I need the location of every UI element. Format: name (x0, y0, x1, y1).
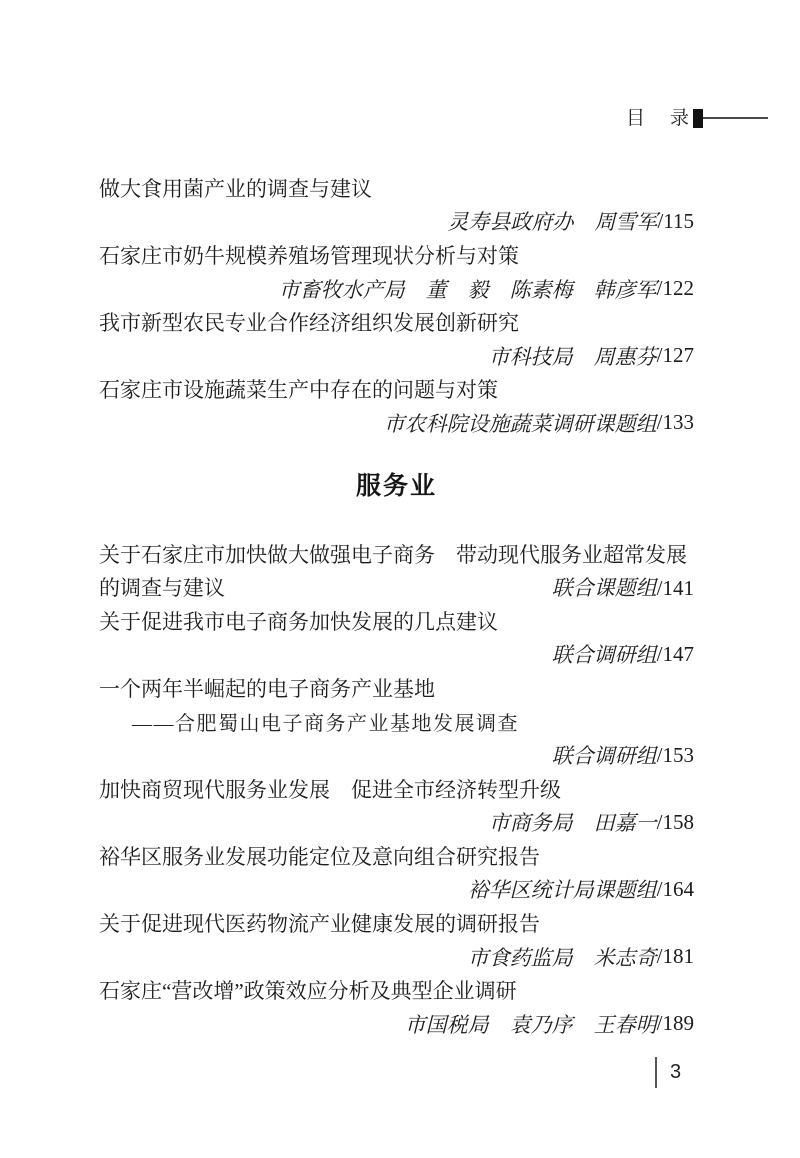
toc-entry-title (99, 238, 694, 272)
entry-title-text: 关于促进我市电子商务加快发展的几点建议 (99, 609, 498, 634)
running-head-title: 目 录 (626, 108, 693, 129)
entry-page-ref: /122 (656, 276, 694, 301)
entry-page-ref: /141 (656, 576, 694, 601)
entry-page-ref: /115 (657, 208, 694, 233)
folio-rule (655, 1057, 657, 1088)
entry-title-text: 裕华区服务业发展功能定位及意向组合研究报告 (99, 844, 540, 869)
entry-title-text: 我市新型农民专业合作经济组织发展创新研究 (99, 311, 519, 336)
entry-author-text: 灵寿县政府办 周雪军 (447, 210, 658, 235)
entry-title-text: 做大食用菌产业的调查与建议 (99, 176, 372, 201)
entry-title-text: 的调查与建议 (99, 576, 225, 601)
toc-entry-author (99, 940, 694, 974)
entry-page-ref: /164 (656, 876, 694, 901)
toc-entry-title (99, 373, 694, 407)
section-spacer (99, 501, 694, 537)
toc-entry-title (99, 839, 694, 873)
toc-entry-title (99, 305, 694, 339)
entry-page-ref: /181 (656, 944, 694, 969)
toc-entry-author (99, 339, 694, 373)
entry-page-ref: /158 (656, 809, 694, 834)
toc-entry-author (99, 205, 694, 239)
entry-page-ref: /127 (656, 343, 694, 368)
entry-title-text: 关于石家庄市加快做大做强电子商务 带动现代服务业超常发展 (99, 542, 687, 567)
entry-author-text: 联合调研组 (551, 744, 657, 769)
entry-title-text: 石家庄市奶牛规模养殖场管理现状分析与对策 (99, 243, 519, 268)
toc-entry-title (99, 906, 694, 940)
toc-entry-title (99, 671, 694, 705)
toc-entry-title (99, 537, 694, 571)
entry-author-text: 联合课题组 (551, 576, 657, 601)
entry-title-text: 加快商贸现代服务业发展 促进全市经济转型升级 (99, 777, 561, 802)
page-footer (655, 1057, 681, 1088)
section-heading: 服务业 (355, 471, 437, 500)
toc-entry-author (99, 638, 694, 672)
toc-entry-author (99, 1007, 694, 1041)
entry-page-ref: /133 (656, 410, 694, 435)
entry-page-ref: /189 (656, 1011, 694, 1036)
section-spacer (99, 440, 694, 467)
header-rule-line (703, 117, 768, 119)
toc-entry-author (99, 806, 694, 840)
page-number: 3 (670, 1061, 682, 1083)
entry-author-text: 联合调研组 (551, 643, 657, 668)
toc-entry-author (99, 406, 694, 440)
entry-subtitle-text: ——合肥蜀山电子商务产业基地发展调查 (132, 713, 519, 736)
entry-title-text: 石家庄“营改增”政策效应分析及典型企业调研 (99, 979, 517, 1004)
entry-title-text: 关于促进现代医药物流产业健康发展的调研报告 (99, 912, 540, 937)
toc-entry-title-continuation (99, 570, 694, 604)
toc-entry-title (99, 171, 694, 205)
header-block-marker (693, 109, 703, 128)
entry-author-text: 市国税局 袁乃序 王春明 (404, 1012, 657, 1037)
toc-entry-title (99, 973, 694, 1007)
toc-entry-title (99, 772, 694, 806)
entry-author-text: 市农科院设施蔬菜调研课题组 (383, 411, 657, 436)
toc-entry-subtitle (99, 705, 694, 739)
entry-author-text: 裕华区统计局课题组 (467, 878, 657, 903)
entry-author-text: 市商务局 田嘉一 (488, 811, 657, 836)
toc-body (99, 171, 694, 1041)
toc-entry-author (99, 272, 694, 306)
entry-page-ref: /147 (656, 641, 694, 666)
entry-author-text: 市科技局 周惠芬 (488, 344, 657, 369)
entry-author-text: 市食药监局 米志奇 (467, 945, 657, 970)
entry-author-text: 市畜牧水产局 董 毅 陈素梅 韩彦军 (278, 277, 657, 302)
entry-title-text: 石家庄市设施蔬菜生产中存在的问题与对策 (99, 378, 498, 403)
toc-entry-author (99, 738, 694, 772)
toc-entry-author (99, 873, 694, 907)
toc-entry-title (99, 604, 694, 638)
entry-author-group (552, 572, 694, 602)
entry-page-ref: /153 (656, 742, 694, 767)
entry-title-text: 一个两年半崛起的电子商务产业基地 (99, 676, 435, 701)
